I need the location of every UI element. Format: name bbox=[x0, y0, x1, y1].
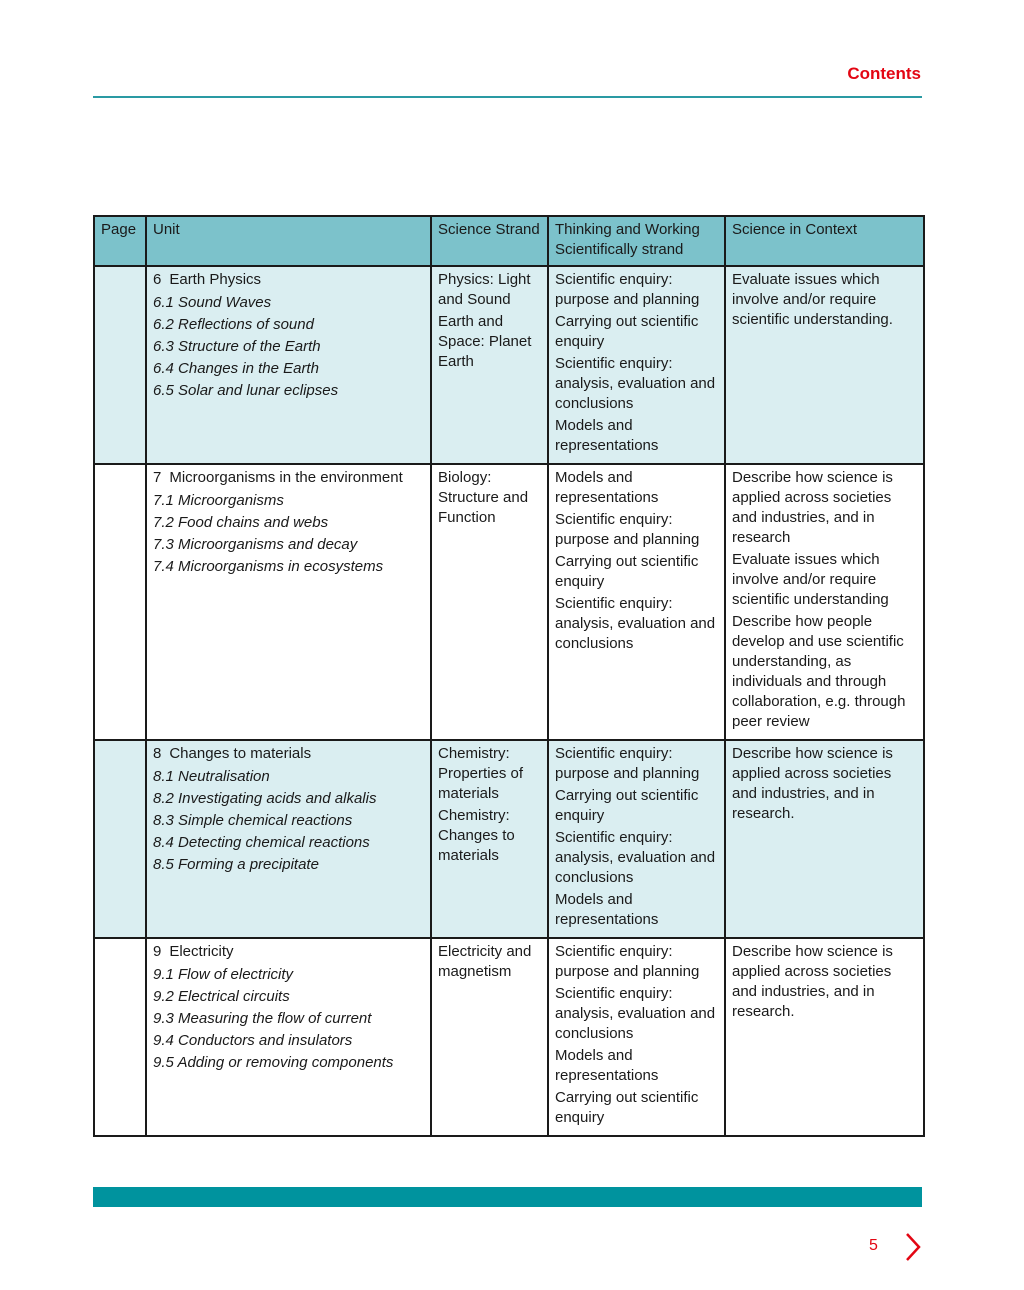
lesson-item[interactable]: 7.1 Microorganisms bbox=[153, 492, 284, 509]
lesson-item[interactable]: 8.5 Forming a precipitate bbox=[153, 856, 319, 873]
unit-cell bbox=[146, 464, 431, 740]
context-cell: Describe how science is applied across societies and industries, and in research Evaluate issues which involve and/or require scientific understanding Describe how people develop and use scientific understanding, as individuals and through collaboration, e.g. through peer review bbox=[725, 464, 924, 740]
page-title: Contents bbox=[847, 64, 921, 83]
lesson-item[interactable]: 7.2 Food chains and webs bbox=[153, 514, 329, 531]
strand-cell: Physics: Light and Sound Earth and Space: Planet Earth bbox=[431, 266, 548, 464]
context-cell: Evaluate issues which involve and/or require scientific understanding. bbox=[725, 266, 924, 464]
lesson-item[interactable]: 6.3 Structure of the Earth bbox=[153, 338, 321, 355]
strand-cell: Biology: Structure and Function bbox=[431, 464, 548, 740]
strand-cell: Electricity and magnetism bbox=[431, 938, 548, 1136]
lesson-item[interactable]: 9.3 Measuring the flow of current bbox=[153, 1010, 372, 1027]
page-cell bbox=[94, 740, 146, 938]
lesson-item[interactable]: 8.2 Investigating acids and alkalis bbox=[153, 790, 377, 807]
footer-bar bbox=[93, 1187, 922, 1207]
lesson-item[interactable]: 6.1 Sound Waves bbox=[153, 294, 272, 311]
page-cell bbox=[94, 266, 146, 464]
page-cell bbox=[94, 464, 146, 740]
table-header-row bbox=[94, 216, 924, 266]
thinking-cell: Scientific enquiry: purpose and planning Carrying out scientific enquiry Scientific enquiry: analysis, evaluation and conclusions Models and representations bbox=[548, 266, 725, 464]
header-divider bbox=[93, 96, 922, 98]
unit-cell bbox=[146, 740, 431, 938]
unit-title: 7 Microorganisms in the environment bbox=[153, 469, 403, 486]
contents-table bbox=[93, 215, 925, 1137]
chevron-right-icon[interactable] bbox=[903, 1231, 923, 1268]
unit-title: 8 Changes to materials bbox=[153, 745, 312, 762]
lesson-item[interactable]: 8.4 Detecting chemical reactions bbox=[153, 834, 370, 851]
unit-cell bbox=[146, 938, 431, 1136]
lesson-item[interactable]: 6.5 Solar and lunar eclipses bbox=[153, 382, 339, 399]
context-cell: Describe how science is applied across societies and industries, and in research. bbox=[725, 938, 924, 1136]
lesson-item[interactable]: 7.3 Microorganisms and decay bbox=[153, 536, 358, 553]
lesson-item[interactable]: 9.4 Conductors and insulators bbox=[153, 1032, 353, 1049]
lesson-item[interactable]: 6.2 Reflections of sound bbox=[153, 316, 314, 333]
lesson-item[interactable]: 9.1 Flow of electricity bbox=[153, 966, 294, 983]
unit-cell bbox=[146, 266, 431, 464]
unit-title: 9 Electricity bbox=[153, 943, 234, 960]
lesson-item[interactable]: 8.1 Neutralisation bbox=[153, 768, 270, 785]
page-cell bbox=[94, 938, 146, 1136]
context-cell: Describe how science is applied across societies and industries, and in research. bbox=[725, 740, 924, 938]
column-header-unit: Unit bbox=[146, 216, 431, 266]
lesson-item[interactable]: 9.2 Electrical circuits bbox=[153, 988, 290, 1005]
column-header-science-context: Science in Context bbox=[725, 216, 924, 266]
page-number: 5 bbox=[869, 1237, 878, 1254]
strand-cell: Chemistry: Properties of materials Chemistry: Changes to materials bbox=[431, 740, 548, 938]
column-header-thinking-working: Thinking and Working Scientifically strand bbox=[548, 216, 725, 266]
thinking-cell: Scientific enquiry: purpose and planning Scientific enquiry: analysis, evaluation and conclusions Models and representations Carrying out scientific enquiry bbox=[548, 938, 725, 1136]
table-row bbox=[94, 740, 924, 938]
thinking-cell: Models and representations Scientific enquiry: purpose and planning Carrying out scientific enquiry Scientific enquiry: analysis, evaluation and conclusions bbox=[548, 464, 725, 740]
lesson-item[interactable]: 8.3 Simple chemical reactions bbox=[153, 812, 353, 829]
unit-title: 6 Earth Physics bbox=[153, 271, 262, 288]
table-row bbox=[94, 266, 924, 464]
lesson-item[interactable]: 9.5 Adding or removing components bbox=[153, 1054, 394, 1071]
thinking-cell: Scientific enquiry: purpose and planning Carrying out scientific enquiry Scientific enquiry: analysis, evaluation and conclusions Models and representations bbox=[548, 740, 725, 938]
lesson-item[interactable]: 7.4 Microorganisms in ecosystems bbox=[153, 558, 384, 575]
column-header-page: Page bbox=[94, 216, 146, 266]
table-row bbox=[94, 938, 924, 1136]
column-header-science-strand: Science Strand bbox=[431, 216, 548, 266]
lesson-item[interactable]: 6.4 Changes in the Earth bbox=[153, 360, 319, 377]
table-row bbox=[94, 464, 924, 740]
